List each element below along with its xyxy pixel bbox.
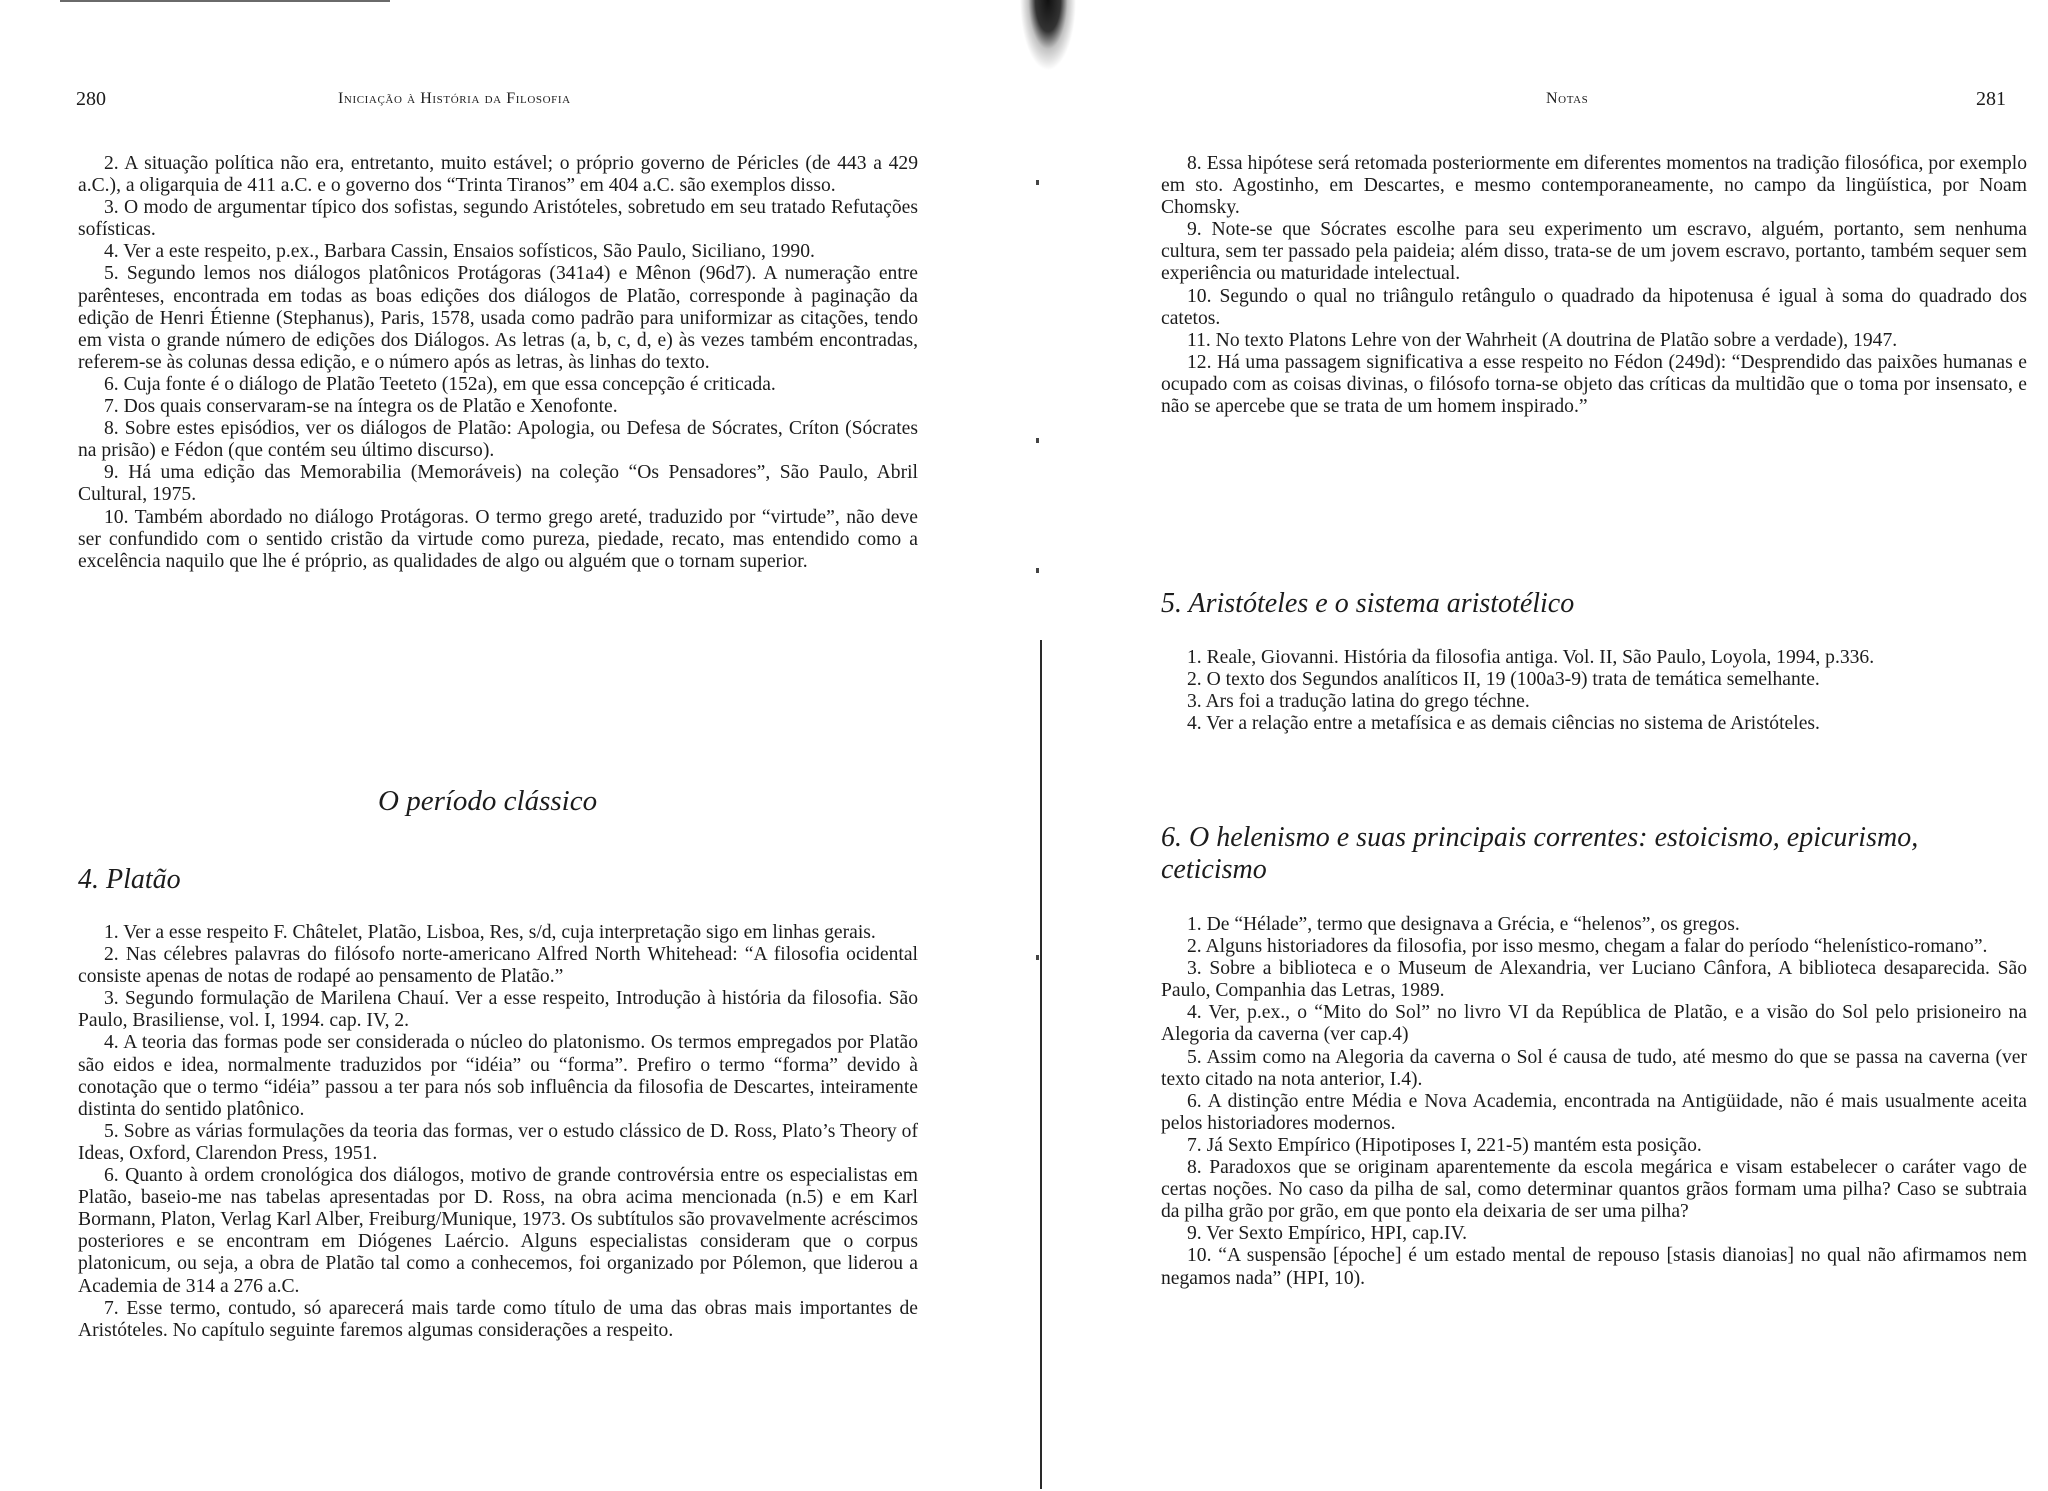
footnote: 1. Ver a esse respeito F. Châtelet, Platão, Lisboa, Res, s/d, cuja interpretação sigo em linhas gerais. xyxy=(104,922,876,943)
footnote: 1. De “Hélade”, termo que designava a Grécia, e “helenos”, os gregos. xyxy=(1187,914,1740,935)
footnote: 9. Há uma edição das Memorabilia (Memoráveis) na coleção “Os Pensadores”, São Paulo, Abril Cultural, 1975. xyxy=(78,462,918,506)
running-head: Notas xyxy=(1546,90,1589,107)
footnote: 3. Sobre a biblioteca e o Museum de Alexandria, ver Luciano Cânfora, A biblioteca desaparecida. São Paulo, Companhia das Letras, 1989. xyxy=(1161,958,2027,1002)
footnote: 12. Há uma passagem significativa a esse respeito no Fédon (249d): “Desprendido das paixões humanas e ocupado com as coisas divinas, o filósofo torna-se objeto das críticas da multidão que o toma por insensato, e não se apercebe que se trata de um homem inspirado.” xyxy=(1161,351,2027,418)
notes-block xyxy=(78,922,918,1342)
footnote: 10. Também abordado no diálogo Protágoras. O termo grego areté, traduzido por “virtude”, não deve ser confundido com o sentido cristão da virtude como pureza, piedade, recato, mas entendido como a excelência naquilo que lhe é próprio, as qualidades de algo ou alguém que o tornam superior. xyxy=(78,506,918,572)
footnote: 7. Dos quais conservaram-se na íntegra os de Platão e Xenofonte. xyxy=(104,396,618,418)
footnote: 6. Cuja fonte é o diálogo de Platão Teeteto (152a), em que essa concepção é criticada. xyxy=(104,373,776,395)
footnote: 7. Já Sexto Empírico (Hipotiposes I, 221-5) mantém esta posição. xyxy=(1187,1134,1702,1156)
notes-block xyxy=(78,153,918,573)
footnote: 2. O texto dos Segundos analíticos II, 19 (100a3-9) trata de temática semelhante. xyxy=(1187,669,1820,691)
footnote: 2. Nas célebres palavras do filósofo norte-americano Alfred North Whitehead: “A filosofia ocidental consiste apenas de notas de rodapé ao pensamento de Platão.” xyxy=(78,944,918,988)
footnote: 4. Ver, p.ex., o “Mito do Sol” no livro VI da República de Platão, e a visão do Sol pelo prisioneiro na Alegoria da caverna (ver cap.4) xyxy=(1161,1002,2027,1046)
footnote: 3. Segundo formulação de Marilena Chauí. Ver a esse respeito, Introdução à história da filosofia. São Paulo, Brasiliense, vol. I, 1994. cap. IV, 2. xyxy=(78,988,918,1032)
footnote: 2. A situação política não era, entretanto, muito estável; o próprio governo de Péricles (de 443 a 429 a.C.), a oligarquia de 411 a.C. e o governo dos “Trinta Tiranos” em 404 a.C. são exemplos disso. xyxy=(78,153,918,197)
footnote: 4. Ver a relação entre a metafísica e as demais ciências no sistema de Aristóteles. xyxy=(1187,713,1820,735)
footnote: 9. Note-se que Sócrates escolhe para seu experimento um escravo, alguém, portanto, sem nenhuma cultura, sem ter passado pela paideia; além disso, trata-se de um jovem escravo, portanto, também sequer sem experiência ou maturidade intelectual. xyxy=(1161,219,2027,285)
footnote: 2. Alguns historiadores da filosofia, por isso mesmo, chegam a falar do período “helenístico-romano”. xyxy=(1187,936,1988,958)
footnote: 5. Segundo lemos nos diálogos platônicos Protágoras (341a4) e Mênon (96d7). A numeração entre parênteses, encontrada em todas as boas edições dos diálogos de Platão, corresponde à paginação da edição de Henri Étienne (Stephanus), Paris, 1578, usada como padrão para uniformizar as citações, tendo em vista o grande número de edições dos Diálogos. As letras (a, b, c, d, e) às vezes também encontradas, referem-se às colunas dessa edição, e o número após as letras, às linhas do texto. xyxy=(78,263,918,373)
page-number: 280 xyxy=(76,88,106,110)
part-title: O período clássico xyxy=(378,785,598,817)
notes-block xyxy=(1161,914,2027,1290)
footnote: 3. Ars foi a tradução latina do grego téchne. xyxy=(1187,691,1530,713)
footnote: 6. A distinção entre Média e Nova Academia, encontrada na Antigüidade, não é mais usualmente aceita pelos historiadores modernos. xyxy=(1161,1090,2027,1134)
section-title: 5. Aristóteles e o sistema aristotélico xyxy=(1161,588,1575,619)
footnote: 9. Ver Sexto Empírico, HPI, cap.IV. xyxy=(1187,1223,1468,1245)
footnote: 8. Paradoxos que se originam aparentemente da escola megárica e visam estabelecer o caráter vago de certas noções. No caso da pilha de sal, como determinar quantos grãos formam uma pilha? Caso se subtraia da pilha grão por grão, em que ponto ela deixaria de ser uma pilha? xyxy=(1161,1157,2027,1223)
footnote: 11. No texto Platons Lehre von der Wahrheit (A doutrina de Platão sobre a verdade), 1947. xyxy=(1187,329,1898,351)
footnote: 3. O modo de argumentar típico dos sofistas, segundo Aristóteles, sobretudo em seu tratado Refutações sofísticas. xyxy=(78,197,918,241)
footnote: 1. Reale, Giovanni. História da filosofia antiga. Vol. II, São Paulo, Loyola, 1994, p.336. xyxy=(1187,647,1875,668)
section-title: 4. Platão xyxy=(78,864,181,895)
section-title: 6. O helenismo e suas principais correntes: estoicismo, epicurismo, ceticismo xyxy=(1161,822,1919,885)
notes-block xyxy=(1161,153,2027,418)
right-page xyxy=(1024,0,2048,1491)
footnote: 10. “A suspensão [époche] é um estado mental de repouso [stasis dianoias] no qual não afirmamos nem negamos nada” (HPI, 10). xyxy=(1161,1245,2027,1289)
footnote: 8. Essa hipótese será retomada posteriormente em diferentes momentos na tradição filosófica, por exemplo em sto. Agostinho, em Descartes, e mesmo contemporaneamente, no campo da lingüística, por Noam Chomsky. xyxy=(1161,153,2027,219)
notes-block xyxy=(1161,647,2027,735)
running-head: Iniciação à História da Filosofia xyxy=(338,90,571,107)
page-number: 281 xyxy=(1976,88,2006,110)
footnote: 6. Quanto à ordem cronológica dos diálogos, motivo de grande controvérsia entre os especialistas em Platão, baseio-me nas tabelas apresentadas por D. Ross, na obra acima mencionada (n.5) e em Karl Bormann, Platon, Verlag Karl Alber, Freiburg/Munique, 1973. Os subtítulos são provavelmente acréscimos posteriores e se encontram em Diógenes Laércio. Alguns especialistas consideram que o corpus platonicum, ou seja, a obra de Platão tal como a conhecemos, foi organizado por Pólemon, que liderou a Academia de 314 a 276 a.C. xyxy=(78,1165,918,1297)
footnote: 10. Segundo o qual no triângulo retângulo o quadrado da hipotenusa é igual à soma do quadrado dos catetos. xyxy=(1161,285,2027,329)
footnote: 7. Esse termo, contudo, só aparecerá mais tarde como título de uma das obras mais importantes de Aristóteles. No capítulo seguinte faremos algumas considerações a respeito. xyxy=(78,1297,918,1341)
footnote: 4. A teoria das formas pode ser considerada o núcleo do platonismo. Os termos empregados por Platão são eidos e idea, normalmente traduzidos por “idéia” ou “forma”. Prefiro o termo “forma” devido à conotação que o termo “idéia” passou a ter para nós sob influência da filosofia de Descartes, inteiramente distinta do sentido platônico. xyxy=(78,1032,918,1120)
footnote: 8. Sobre estes episódios, ver os diálogos de Platão: Apologia, ou Defesa de Sócrates, Críton (Sócrates na prisão) e Fédon (que contém seu último discurso). xyxy=(78,418,918,462)
footnote: 5. Sobre as várias formulações da teoria das formas, ver o estudo clássico de D. Ross, Plato’s Theory of Ideas, Oxford, Clarendon Press, 1951. xyxy=(78,1120,918,1164)
footnote: 4. Ver a este respeito, p.ex., Barbara Cassin, Ensaios sofísticos, São Paulo, Siciliano, 1990. xyxy=(104,241,815,263)
footnote: 5. Assim como na Alegoria da caverna o Sol é causa de tudo, até mesmo do que se passa na caverna (ver texto citado na nota anterior, I.4). xyxy=(1161,1046,2027,1090)
